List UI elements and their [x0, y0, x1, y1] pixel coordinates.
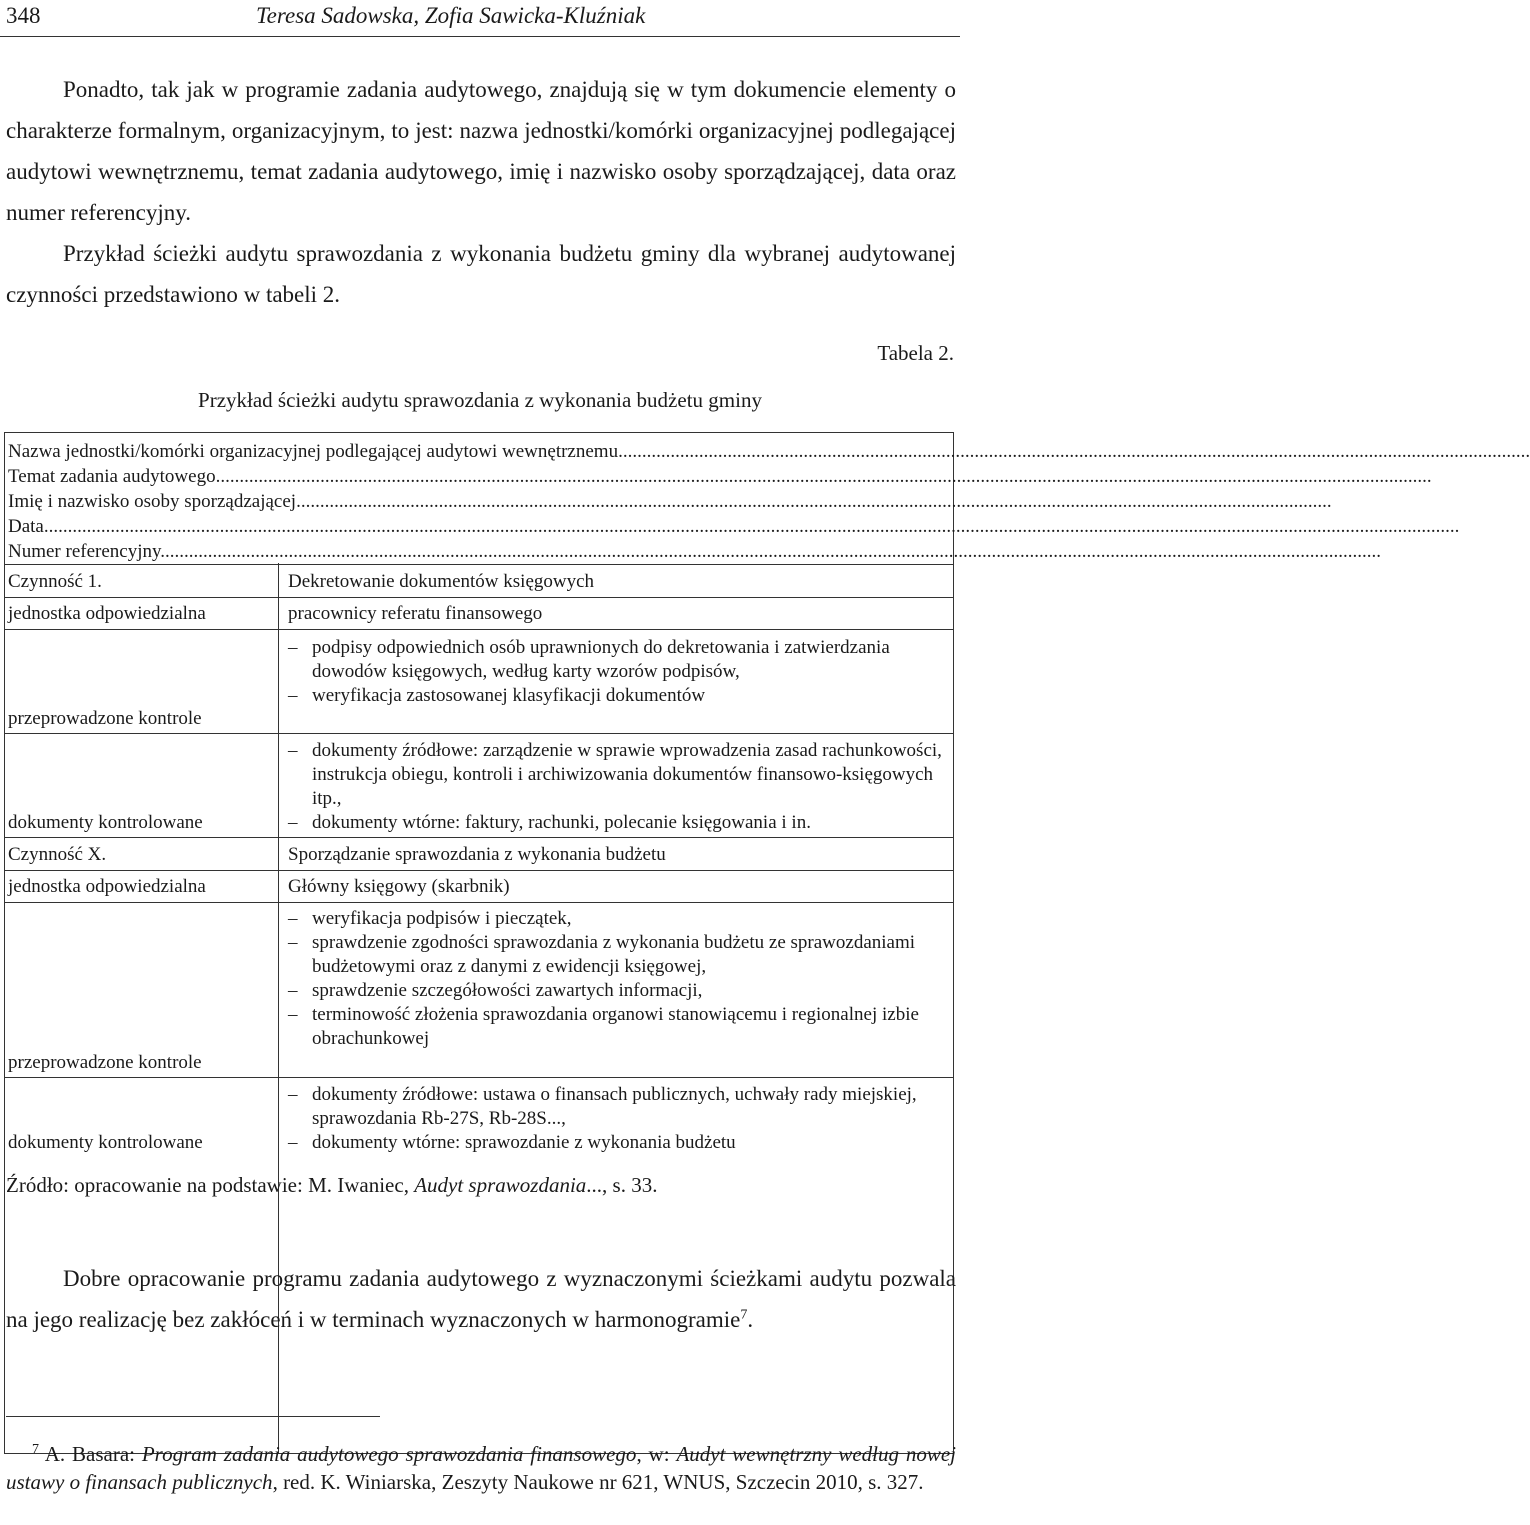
field-unit-name: Nazwa jednostki/komórki organizacyjnej podlegającej audytowi wewnętrznemu................................................................................................................................................................................................ [8, 441, 1530, 462]
list-item: – sprawdzenie zgodności sprawozdania z wykonania budżetu ze sprawozdaniami budżetowymi oraz z danymi z ewidencji księgowej, [288, 932, 916, 977]
footnote-number: 7 [32, 1442, 39, 1457]
list-item: – weryfikacja zastosowanej klasyfikacji dokumentów [288, 685, 706, 706]
source-title: Audyt sprawozdania [414, 1173, 587, 1197]
table-divider [5, 629, 953, 630]
list-item: – podpisy odpowiednich osób uprawnionych do dekretowania i zatwierdzania dowodów księgowych, według karty wzorów podpisów, [288, 637, 890, 682]
controls-x-list [288, 907, 948, 1051]
field-reference-number: Numer referencyjny................................................................................................................................................................................................................................................................. [8, 541, 1382, 562]
table-divider [5, 597, 953, 598]
controls-1-list [288, 636, 948, 708]
unit-x-label: jednostka odpowiedzialna [8, 876, 206, 897]
closing-text: Dobre opracowanie programu zadania audytowego z wyznaczonymi ścieżkami audytu pozwala na jego realizację bez zakłóceń i w terminach wyznaczonych w harmonogramie$^7$. [6, 1266, 956, 1332]
field-author-name: Imię i nazwisko osoby sporządzającej.......................................................................................................................................................................................................................... [8, 491, 1332, 512]
table-caption: Przykład ścieżki audytu sprawozdania z wykonania budżetu gminy [198, 388, 762, 412]
footnote-ref[interactable]: 7 [740, 1307, 748, 1323]
controls-1-label: przeprowadzone kontrole [8, 708, 202, 729]
documents-x-list [288, 1083, 948, 1155]
list-item: – dokumenty źródłowe: ustawa o finansach publicznych, uchwały rady miejskiej, sprawozdania Rb-27S, Rb-28S..., [288, 1084, 917, 1129]
table-label: Tabela 2. [877, 341, 954, 365]
documents-1-label: dokumenty kontrolowane [8, 812, 203, 833]
activity-x-label: Czynność X. [8, 844, 107, 865]
footnote: $^7$ A. Basara: Program zadania audytowego sprawozdania finansowego, w: Audyt wewnętrzny według nowej ustawy o finansach publicznych, red. K. Winiarska, Zeszyty Naukowe nr 621, WNUS, Szczecin 2010, s. 327. [6, 1442, 957, 1494]
table-divider [5, 733, 953, 734]
list-item: – weryfikacja podpisów i pieczątek, [288, 908, 572, 929]
intro-paragraph-1: Ponadto, tak jak w programie zadania audytowego, znajdują się w tym dokumencie elementy o charakterze formalnym, organizacyjnym, to jest: nazwa jednostki/komórki organizacyjnej podlegającej audytowi wewnętrznemu, temat zadania audytowego, imię i nazwisko osoby sporządzającej, data oraz numer referencyjny. [6, 77, 956, 225]
footnote-rule [6, 1416, 380, 1417]
documents-x-label: dokumenty kontrolowane [8, 1132, 203, 1153]
list-item: – dokumenty wtórne: sprawozdanie z wykonania budżetu [288, 1132, 736, 1153]
list-item: – dokumenty wtórne: faktury, rachunki, polecanie księgowania i in. [288, 812, 811, 833]
table-divider [5, 564, 953, 565]
page-header [0, 0, 960, 37]
list-item: – terminowość złożenia sprawozdania organowi stanowiącemu i regionalnej izbie obrachunkowej [288, 1004, 919, 1049]
table-divider [5, 837, 953, 838]
field-audit-topic: Temat zadania audytowego................................................................................................................................................................................................................................................................ [8, 466, 1432, 487]
intro-paragraph-2: Przykład ścieżki audytu sprawozdania z wykonania budżetu gminy dla wybranej audytowanej czynności przedstawiono w tabeli 2. [6, 241, 956, 307]
field-date: Data.......................................................................................................................................................................................................................................................................................................... [8, 516, 1460, 537]
activity-x-value: Sporządzanie sprawozdania z wykonania budżetu [288, 844, 666, 865]
intro-text [6, 69, 956, 315]
table-divider [5, 870, 953, 871]
activity-1-label: Czynność 1. [8, 571, 102, 592]
table-divider [5, 902, 953, 903]
page-number: 348 [6, 3, 41, 28]
unit-x-value: Główny księgowy (skarbnik) [288, 876, 510, 897]
controls-x-label: przeprowadzone kontrole [8, 1052, 202, 1073]
table-source: Źródło: opracowanie na podstawie: M. Iwaniec, Audyt sprawozdania..., s. 33. [6, 1173, 658, 1197]
activity-1-value: Dekretowanie dokumentów księgowych [288, 571, 595, 592]
documents-1-list [288, 739, 948, 835]
table-divider [5, 1077, 953, 1078]
list-item: – sprawdzenie szczegółowości zawartych informacji, [288, 980, 703, 1001]
list-item: – dokumenty źródłowe: zarządzenie w sprawie wprowadzenia zasad rachunkowości, instrukcja obiegu, kontroli i archiwizowania dokumentów finansowo-księgowych itp., [288, 740, 942, 809]
unit-1-value: pracownicy referatu finansowego [288, 603, 543, 624]
running-title: Teresa Sadowska, Zofia Sawicka-Kluźniak [256, 3, 646, 28]
unit-1-label: jednostka odpowiedzialna [8, 603, 206, 624]
